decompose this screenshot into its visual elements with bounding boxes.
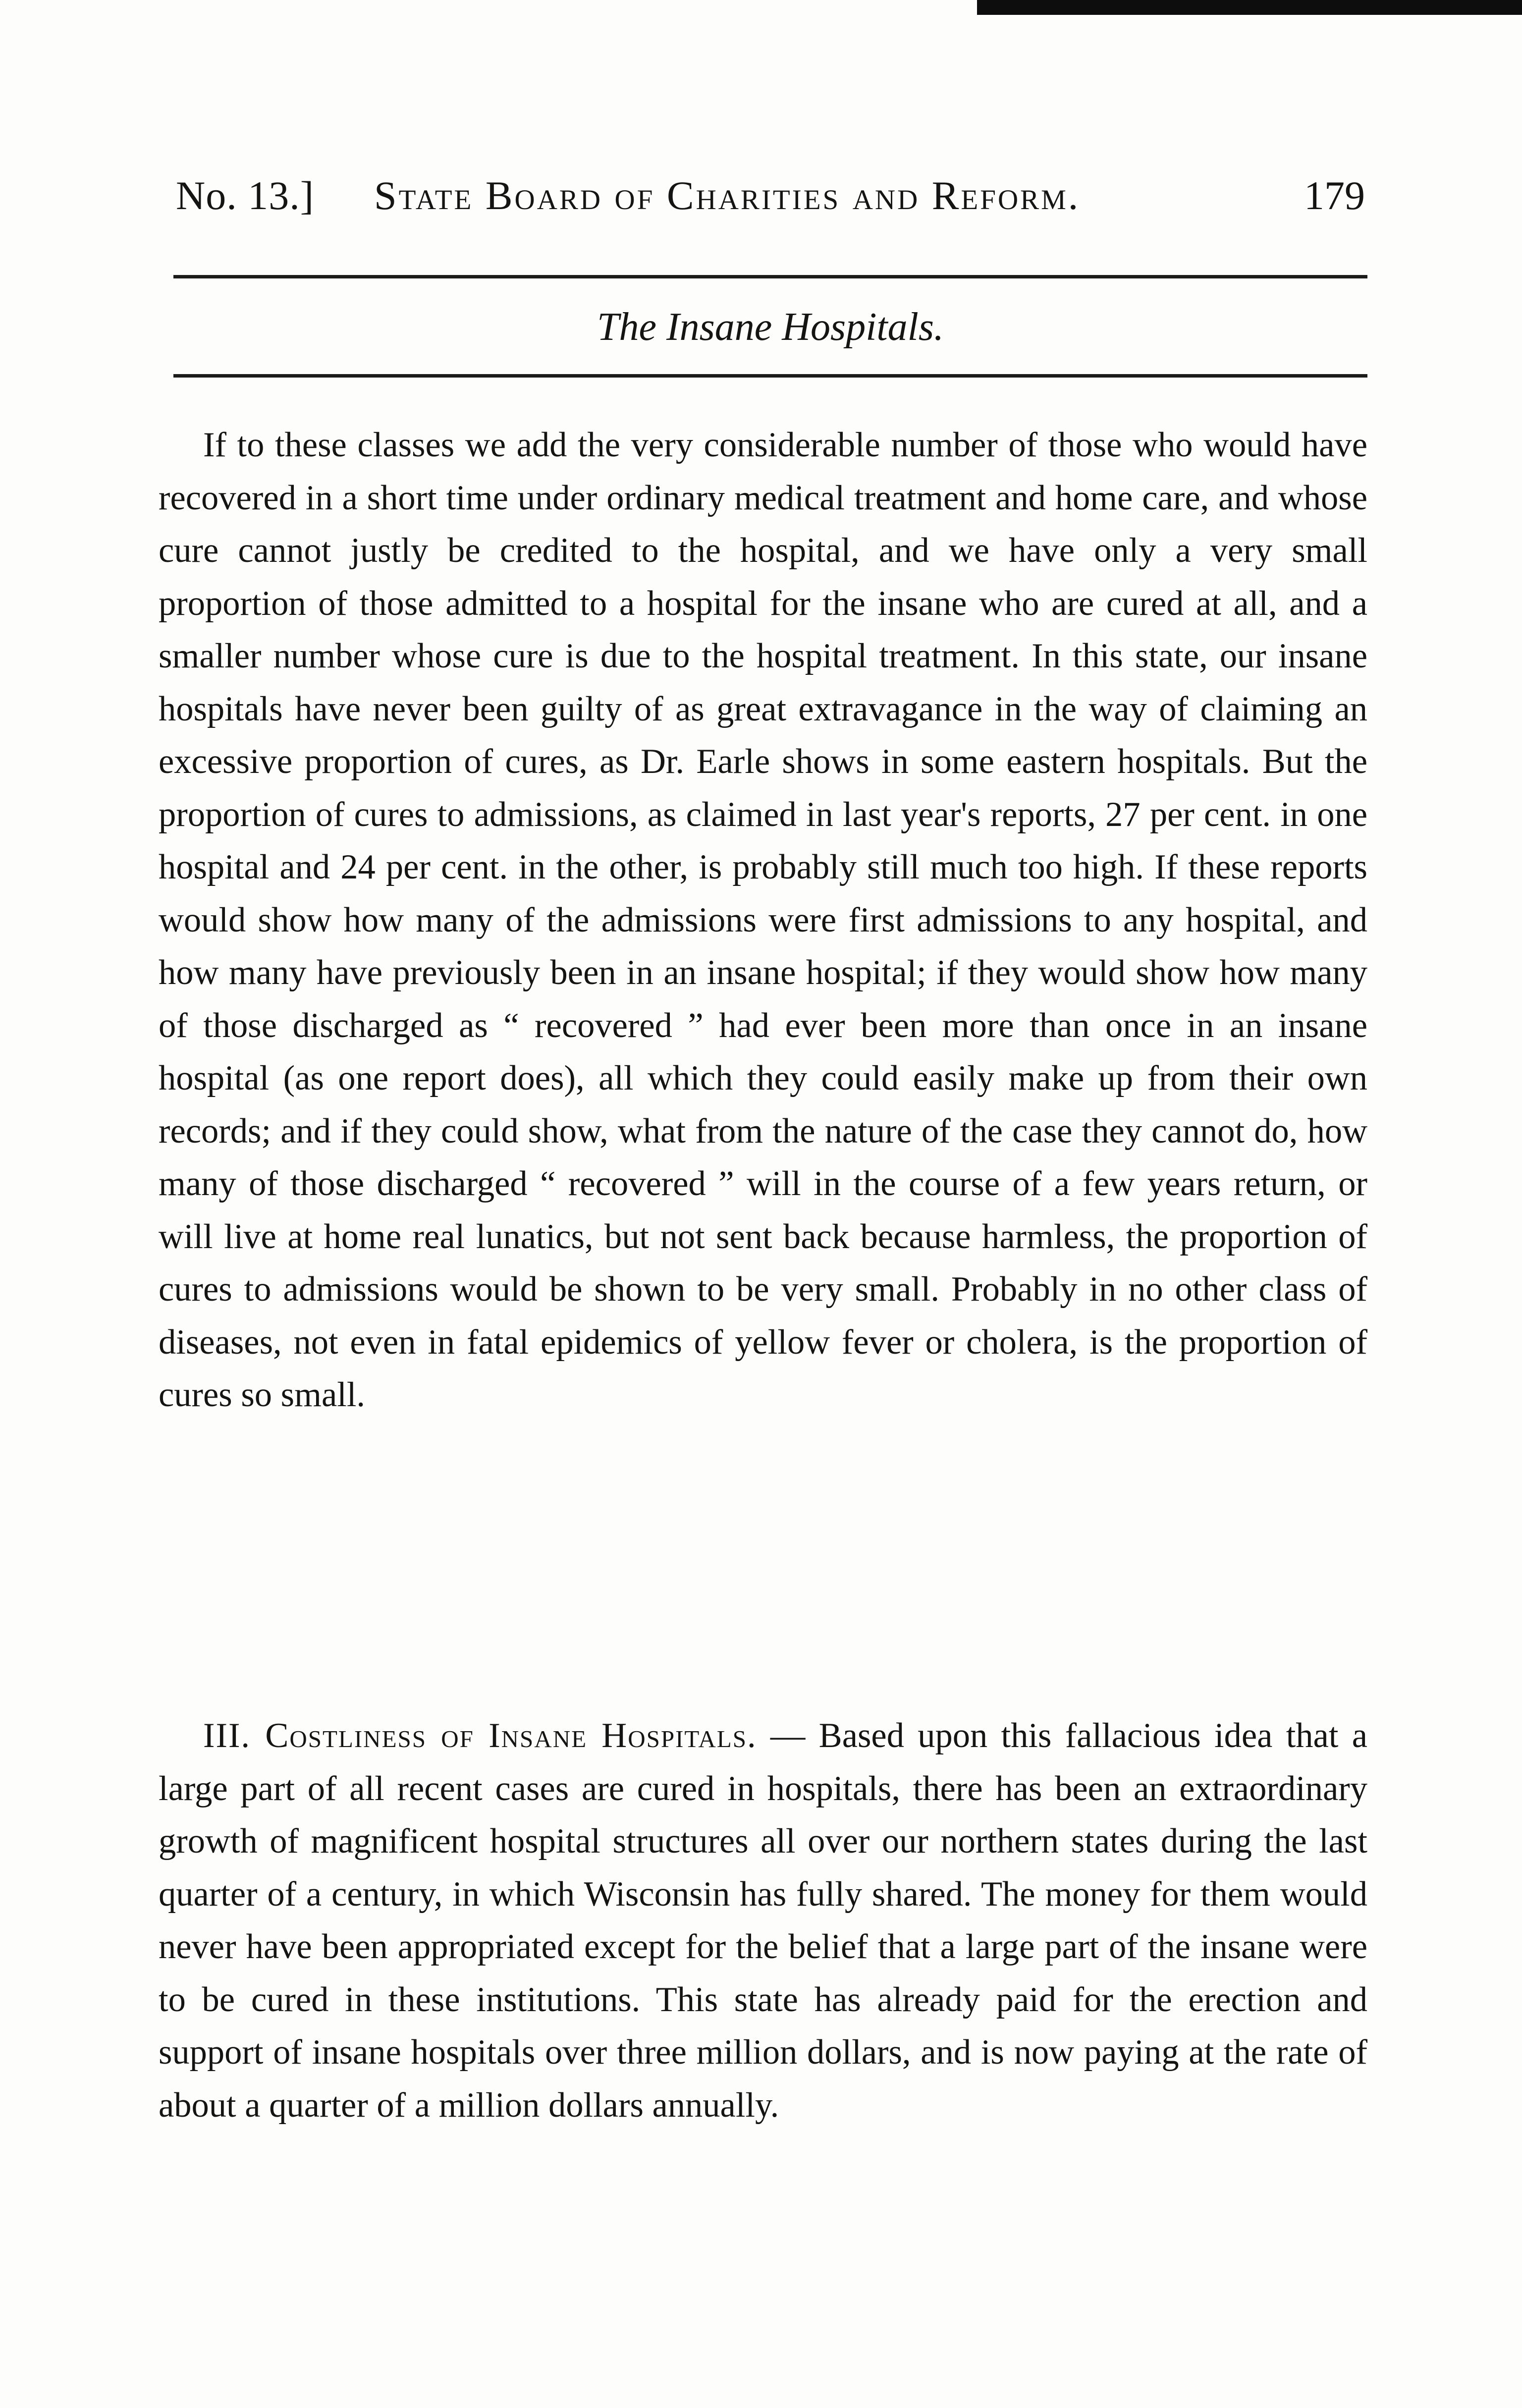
running-title: State Board of Charities and Reform.: [374, 173, 1081, 218]
paragraph-1: [159, 419, 1367, 1422]
section-title: The Insane Hospitals.: [597, 305, 944, 349]
scan-edge-mark: [977, 0, 1522, 15]
running-header: [176, 164, 1365, 228]
paragraph-2: [159, 1709, 1367, 2132]
paragraph-2-text: — Based upon this fallacious idea that a large part of all recent cases are cured in hospitals, there has been an extraordinary growth of magnificent hospital structures all over our northern states during the last quarter of a century, in which Wisconsin has fully shared. The money for them would never have been appropriated except for the belief that a large part of the insane were to be cured in these institutions. This state has already paid for the erection and support of insane hospitals over three million dollars, and is now paying at the rate of about a quarter of a million dollars annually.: [159, 1716, 1367, 2125]
page-number: 179: [1304, 173, 1365, 218]
paragraph-2-heading: III. Costliness of Insane Hospitals.: [203, 1716, 757, 1755]
paragraph-1-text: If to these classes we add the very considerable number of those who would have recovered in a short time under ordinary medical treatment and home care, and whose cure cannot justly be credited to the hospital, and we have only a very small proportion of those admitted to a hospital for the insane who are cured at all, and a smaller number whose cure is due to the hospital treatment. In this state, our insane hospitals have never been guilty of as great extravagance in the way of claiming an excessive proportion of cures, as Dr. Earle shows in some eastern hospitals. But the proportion of cures to admissions, as claimed in last year's reports, 27 per cent. in one hospital and 24 per cent. in the other, is probably still much too high. If these reports would show how many of the admissions were first admissions to any hospital, and how many have previously been in an insane hospital; if they would show how many of those discharged as “ recovered ” had ever been more than once in an insane hospital (as one report does), all which they could easily make up from their own records; and if they could show, what from the nature of the case they cannot do, how many of those discharged “ recovered ” will in the course of a few years return, or will live at home real lunatics, but not sent back because harmless, the proportion of cures to admissions would be shown to be very small. Probably in no other class of diseases, not even in fatal epidemics of yellow fever or cholera, is the proportion of cures so small.: [159, 426, 1367, 1414]
header-rule-bottom: [173, 374, 1367, 378]
report-number: No. 13.]: [176, 173, 315, 218]
header-rule-top: [173, 275, 1367, 278]
